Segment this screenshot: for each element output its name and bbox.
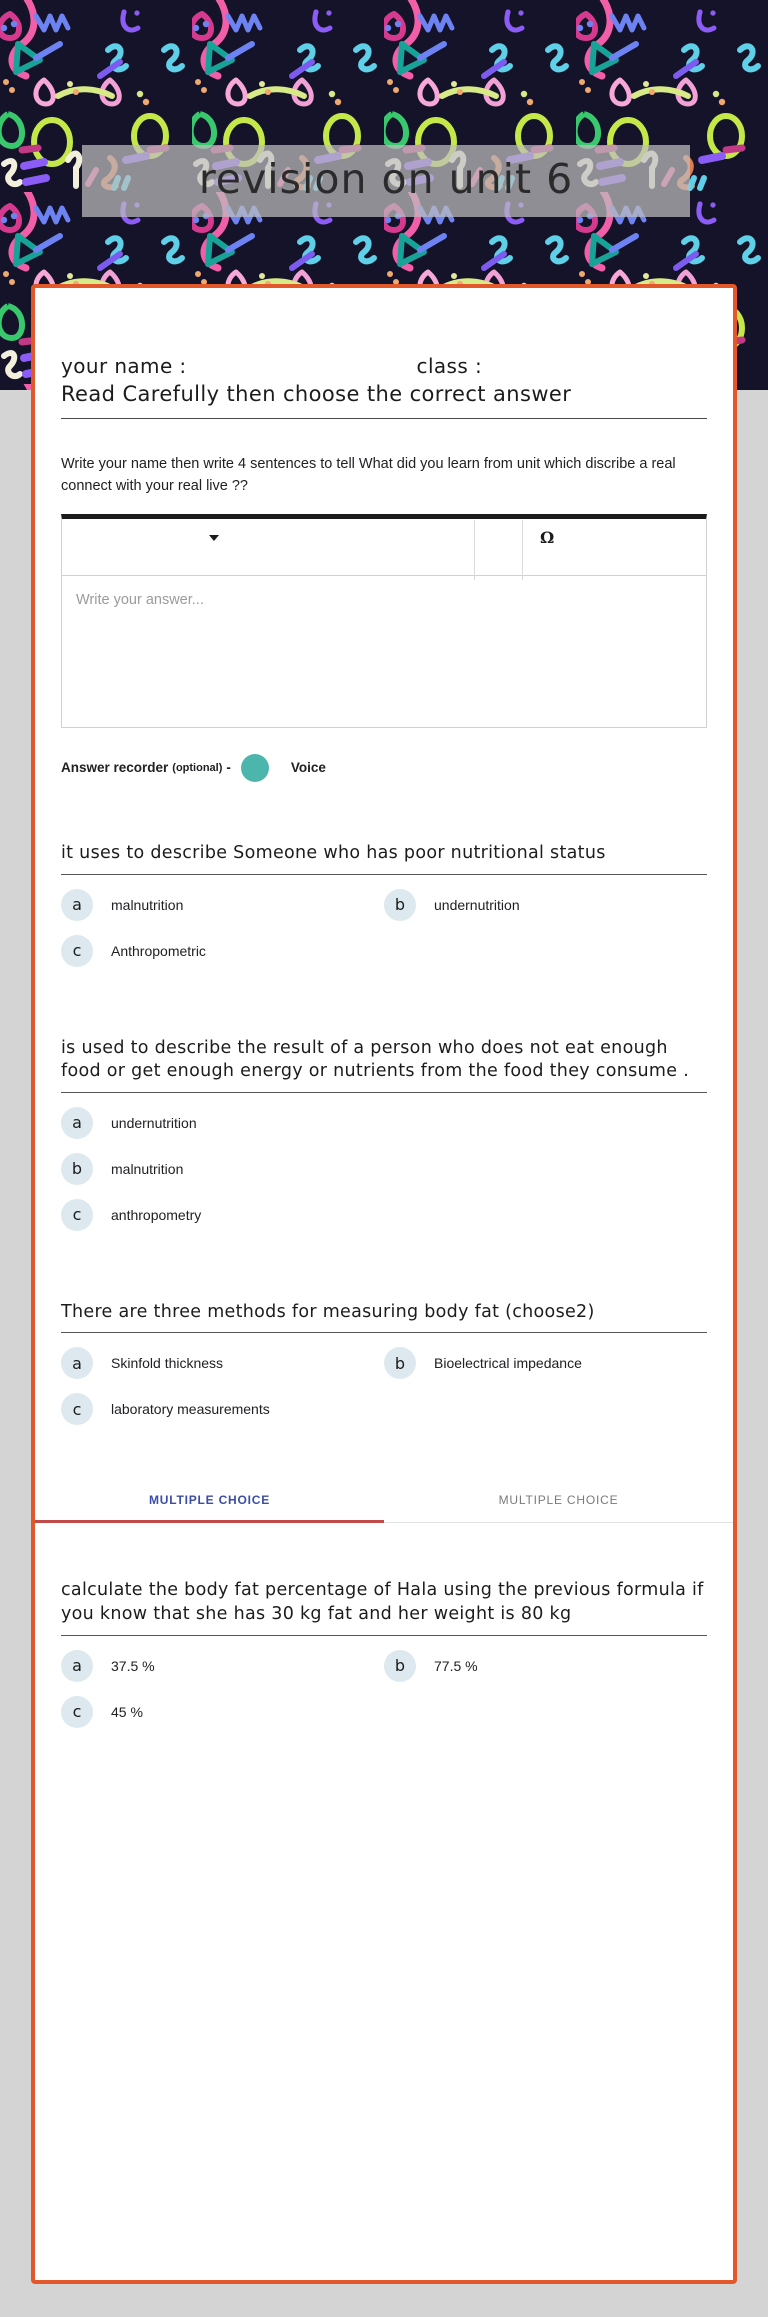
- answer-recorder-row: [61, 754, 707, 786]
- option-b[interactable]: [384, 889, 707, 921]
- recorder-optional-label: (optional): [172, 761, 223, 774]
- tab-multiple-choice-1[interactable]: MULTIPLE CHOICE: [35, 1475, 384, 1522]
- page-title: revision on unit 6: [198, 155, 574, 203]
- option-label: Bioelectrical impedance: [434, 1355, 582, 1372]
- option-label: Anthropometric: [111, 942, 206, 959]
- answer-input[interactable]: [61, 576, 707, 728]
- option-key-badge: a: [61, 889, 93, 921]
- option-key-badge: c: [61, 935, 93, 967]
- question-4: [61, 1579, 707, 1741]
- option-key-badge: b: [384, 1650, 416, 1682]
- prompt-text: Write your name then write 4 sentences to tell What did you learn from unit which discribe a real connect with your real live ??: [61, 456, 676, 495]
- class-label: class :: [416, 354, 483, 378]
- question-1: [61, 842, 707, 981]
- option-label: 37.5 %: [111, 1657, 155, 1674]
- option-label: malnutrition: [111, 1160, 184, 1177]
- student-info-row: [61, 288, 707, 378]
- option-label: undernutrition: [434, 896, 520, 913]
- voice-record-button[interactable]: [241, 754, 269, 782]
- option-c[interactable]: [61, 935, 384, 967]
- chevron-down-icon[interactable]: [209, 535, 219, 541]
- options-list: [61, 1650, 707, 1742]
- option-key-badge: a: [61, 1107, 93, 1139]
- options-list: [61, 889, 707, 981]
- recorder-label: Answer recorder: [61, 760, 169, 776]
- option-key-badge: b: [61, 1153, 93, 1185]
- question-3: [61, 1301, 707, 1440]
- option-b[interactable]: [384, 1347, 707, 1379]
- voice-label: Voice: [290, 760, 326, 776]
- tab-bar: [35, 1475, 733, 1523]
- option-label: 45 %: [111, 1703, 143, 1720]
- question-text: is used to describe the result of a person who does not eat enough food or get enough energy or nutrients from the food they consume .: [61, 1037, 690, 1082]
- option-label: malnutrition: [111, 896, 184, 913]
- toolbar-separator: [474, 520, 475, 580]
- option-c[interactable]: [61, 1393, 384, 1425]
- question-divider: [61, 874, 707, 875]
- option-b[interactable]: [61, 1153, 707, 1185]
- option-label: laboratory measurements: [111, 1401, 270, 1418]
- question-2: [61, 1037, 707, 1245]
- option-a[interactable]: [61, 1107, 707, 1139]
- option-a[interactable]: [61, 1347, 384, 1379]
- option-label: anthropometry: [111, 1206, 202, 1223]
- option-label: 77.5 %: [434, 1657, 478, 1674]
- question-text: it uses to describe Someone who has poor nutritional status: [61, 842, 606, 863]
- option-key-badge: c: [61, 1696, 93, 1728]
- option-key-badge: a: [61, 1650, 93, 1682]
- question-divider: [61, 1092, 707, 1093]
- question-text: calculate the body fat percentage of Hala using the previous formula if you know that she has 30 kg fat and her weight is 80 kg: [61, 1580, 704, 1625]
- option-b[interactable]: [384, 1650, 707, 1682]
- option-key-badge: b: [384, 889, 416, 921]
- option-key-badge: c: [61, 1393, 93, 1425]
- answer-placeholder: Write your answer...: [76, 591, 204, 608]
- option-key-badge: a: [61, 1347, 93, 1379]
- your-name-label: your name :: [61, 354, 187, 378]
- option-a[interactable]: [61, 1650, 384, 1682]
- question-divider: [61, 1332, 707, 1333]
- option-key-badge: c: [61, 1199, 93, 1231]
- toolbar-separator: [522, 520, 523, 580]
- option-c[interactable]: [61, 1696, 384, 1728]
- instruction-text: Read Carefully then choose the correct answer: [61, 382, 572, 406]
- option-label: Skinfold thickness: [111, 1355, 224, 1372]
- recorder-dash: -: [226, 760, 231, 776]
- question-divider: [61, 1635, 707, 1636]
- rich-text-toolbar[interactable]: [61, 514, 707, 576]
- options-list: [61, 1347, 707, 1439]
- tab-multiple-choice-2[interactable]: MULTIPLE CHOICE: [498, 1493, 619, 1508]
- option-label: undernutrition: [111, 1114, 197, 1131]
- omega-symbol-icon[interactable]: Ω: [540, 527, 555, 547]
- option-c[interactable]: [61, 1199, 707, 1231]
- options-list: [61, 1107, 707, 1245]
- question-text: There are three methods for measuring body fat (choose2): [61, 1301, 595, 1322]
- header-divider: [61, 418, 707, 419]
- quiz-card: [31, 284, 737, 2284]
- option-key-badge: b: [384, 1347, 416, 1379]
- option-a[interactable]: [61, 889, 384, 921]
